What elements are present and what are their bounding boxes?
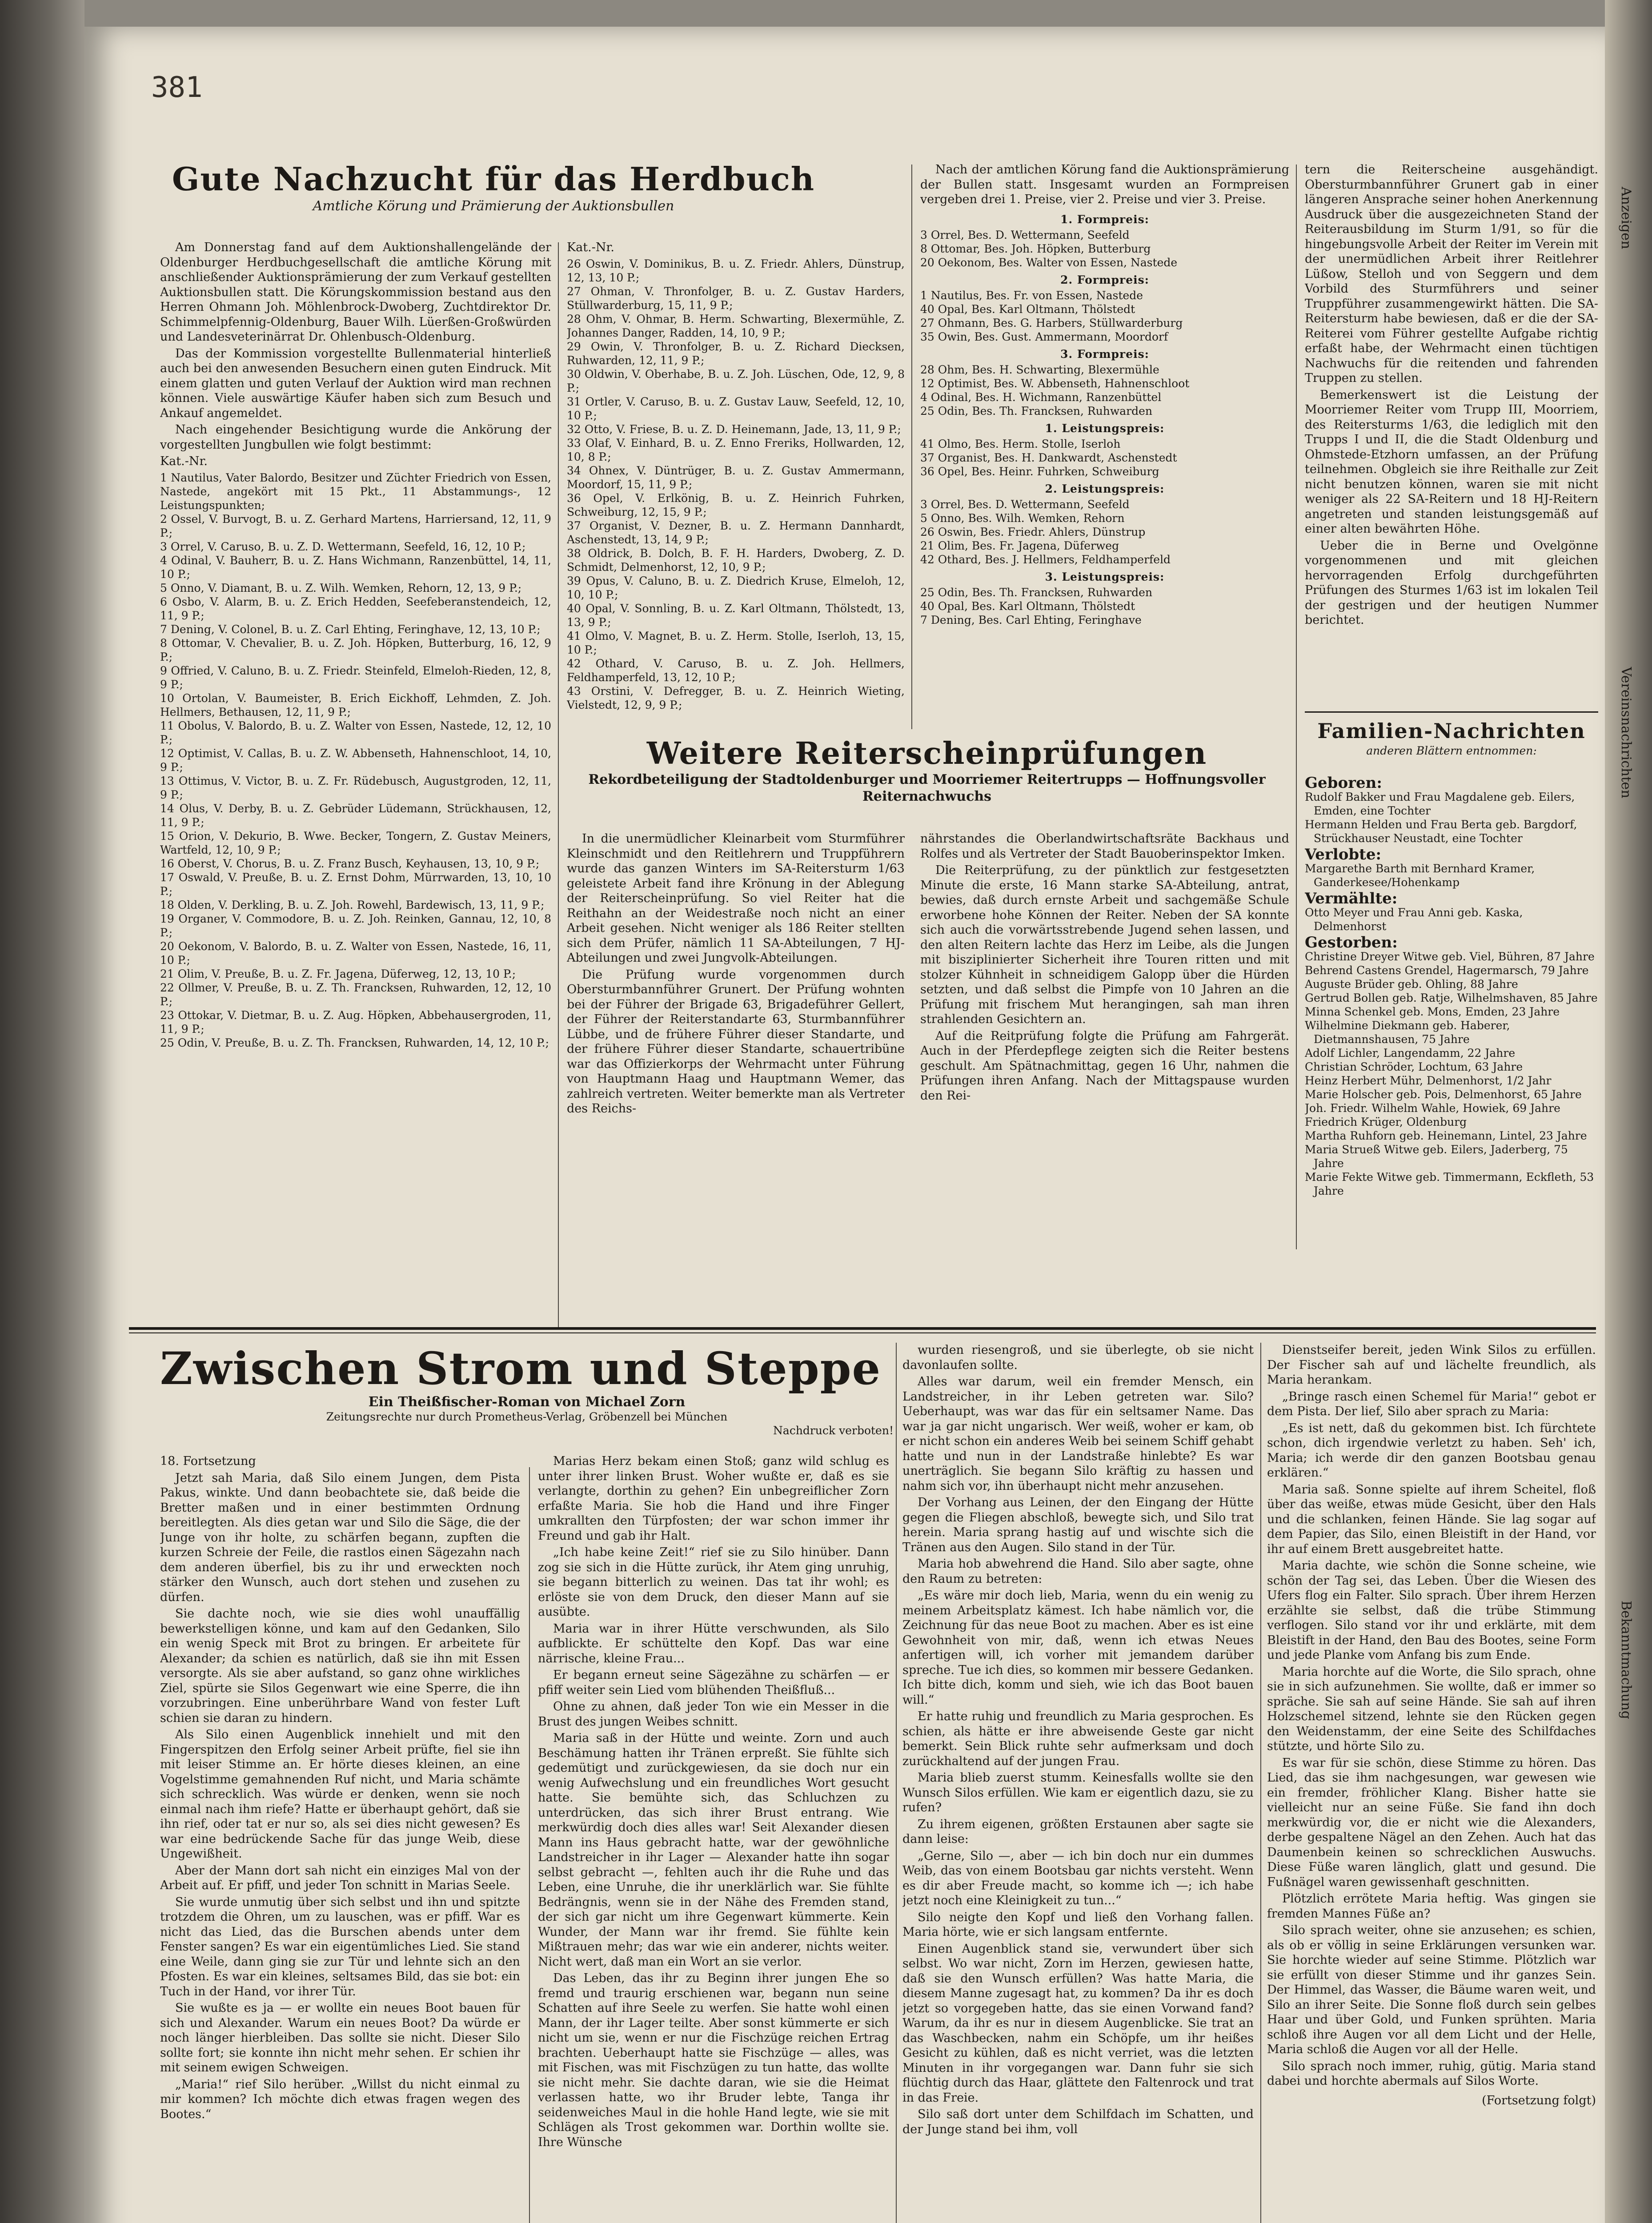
prize-entry: 26 Oswin, Bes. Friedr. Ahlers, Dünstrup xyxy=(920,525,1146,538)
family-notice: Marie Fekte Witwe geb. Timmermann, Eckfleth, 53 Jahre xyxy=(1305,1171,1594,1197)
paragraph: Auf die Reitprüfung folgte die Prüfung am Fahrgerät. Auch in der Pferdepflege zeigten sich die Reiter bestens geschult. Am Spätnachmittag, gegen 16 Uhr, nahmen die Prüfungen ihren Anfang. Nach der Mittagspause wurden den Rei- xyxy=(920,1029,1289,1103)
paragraph: Marias Herz bekam einen Stoß; ganz wild schlug es unter ihrer linken Brust. Woher wußte er, daß es sie verlangte, dorthin zu gehen? Ein unbegreiflicher Zorn erfaßte Maria. Sie hob die Hand und ihre Finger umkrallten den Türpfosten; der war schon immer ihr Freund und gab ihr Halt. xyxy=(538,1454,889,1543)
novel-column-1-body xyxy=(160,1471,520,2122)
bull-entry: 27 Ohman, V. Thronfolger, B. u. Z. Gustav Harders, Stüllwarderburg, 15, 11, 9 P.; xyxy=(567,285,905,312)
paragraph: Die Reiterprüfung, zu der pünktlich zur festgesetzten Minute die erste, 16 Mann starke SA-Abteilung, antrat, bewies, daß durch ernste Arbeit und sachgemäße Schule erworbene hohe Können der Reiter. Neben der SA konnte sich auch die vorwärtsstrebende Jugend sehen lassen, und den alten Reitern lachte das Herz im Leibe, als die Jungen mit bisziplinierter Sicherheit ihre Touren ritten und mit stolzer Kühnheit in schneidigem Galopp über die Hürden setzten, und daß selbst die Pimpfe von 10 Jahren an die Prüfung mit frischem Mut herangingen, sah man ihren strahlenden Gesichtern an. xyxy=(920,863,1289,1026)
prize-entry: 42 Othard, Bes. J. Hellmers, Feldhamperfeld xyxy=(920,553,1171,566)
novel-column-3 xyxy=(902,1343,1254,2223)
article1-title: Gute Nachzucht für das Herdbuch xyxy=(172,160,815,198)
family-notice: Heinz Herbert Mühr, Delmenhorst, 1/2 Jahr xyxy=(1305,1074,1552,1087)
bull-entry: 15 Orion, V. Dekurio, B. Wwe. Becker, Tongern, Z. Gustav Meiners, Wartfeld, 12, 10, 9 P.; xyxy=(160,829,551,856)
bull-entry: 28 Ohm, V. Ohmar, B. Herm. Schwarting, Blexermühle, Z. Johannes Danger, Radden, 14, 10, 9 P.; xyxy=(567,312,905,339)
column-divider xyxy=(896,1343,897,2223)
paragraph: Er hatte ruhig und freundlich zu Maria gesprochen. Es schien, als hätte er ihre abweisende Geste gar nicht bemerkt. Sein Blick ruhte sehr aufmerksam und doch zurückhaltend auf der jungen Frau. xyxy=(902,1709,1254,1768)
novel-subtitle: Ein Theißfischer-Roman von Michael Zorn xyxy=(368,1394,686,1410)
bull-entry: 42 Othard, V. Caruso, B. u. Z. Joh. Hellmers, Feldhamperfeld, 13, 12, 10 P.; xyxy=(567,657,905,684)
bull-entry: 3 Orrel, V. Caruso, B. u. Z. D. Wettermann, Seefeld, 16, 12, 10 P.; xyxy=(160,540,526,553)
prize-entry: 36 Opel, Bes. Heinr. Fuhrken, Schweiburg xyxy=(920,465,1159,478)
family-notice: Rudolf Bakker und Frau Magdalene geb. Eilers, Emden, eine Tochter xyxy=(1305,790,1575,817)
prize-entry: 3 Orrel, Bes. D. Wettermann, Seefeld xyxy=(920,498,1130,511)
prize-entry: 27 Ohmann, Bes. G. Harbers, Stüllwarderburg xyxy=(920,316,1183,329)
bull-entry: 41 Olmo, V. Magnet, B. u. Z. Herm. Stolle, Iserloh, 13, 15, 10 P.; xyxy=(567,629,905,656)
paragraph: Dienstseifer bereit, jeden Wink Silos zu erfüllen. Der Fischer sah auf und lächelte freundlich, als Maria herankam. xyxy=(1267,1343,1596,1387)
prize-entry: 5 Onno, Bes. Wilh. Wemken, Rehorn xyxy=(920,511,1125,525)
article2-column-2 xyxy=(920,831,1289,1320)
novel-column-1 xyxy=(160,1454,520,2223)
family-notice: Joh. Friedr. Wilhelm Wahle, Howiek, 69 Jahre xyxy=(1305,1102,1560,1115)
paragraph: Sie dachte noch, wie sie dies wohl unauffällig bewerkstelligen könne, und kam auf den Gedanken, Silo ein wenig Speck mit Brot zu bringen. Er arbeitete für Alexander; da schien es natürlich, daß sie ihn mit Essen versorgte. Als sie aber aufstand, so ganz ohne wirkliches Ziel, spürte sie Silos Gegenwart wie eine Sperre, die ihn vorzubringen. Eine unberührbare Wand von fester Luft schien sie daran zu hindern. xyxy=(160,1607,520,1725)
paragraph: Maria saß. Sonne spielte auf ihrem Scheitel, floß über das weiße, etwas müde Gesicht, über den Hals und die schlanken, feinen Hände. Sie lag sogar auf dem Papier, das Silo, einen Bleistift in der Hand, vor ihr auf einem Brett ausgebreitet hatte. xyxy=(1267,1482,1596,1556)
paragraph: Am Donnerstag fand auf dem Auktionshallengelände der Oldenburger Herdbuchgesellschaft die amtliche Körung mit anschließender Auktionsprämierung der zum Verkauf gestellten Auktionsbullen statt. Die Körungskommission bestand aus den Herren Ohmann Joh. Möhlenbrock-Dwoberg, Zuchtdirektor Dr. Schimmelpfennig-Oldenburg, Bauer Wilh. Lüerßen-Großwürden und Landesveterinärrat Dr. Ohlenbusch-Oldenburg. xyxy=(160,241,551,344)
bull-entry: 40 Opal, V. Sonnling, B. u. Z. Karl Oltmann, Thölstedt, 13, 13, 9 P.; xyxy=(567,602,905,629)
bull-entry: 23 Ottokar, V. Dietmar, B. u. Z. Aug. Höpken, Abbehausergroden, 11, 11, 9 P.; xyxy=(160,1008,551,1035)
family-notice: Adolf Lichler, Langendamm, 22 Jahre xyxy=(1305,1047,1516,1059)
article1-column-mid xyxy=(567,240,905,729)
family-notice: Friedrich Krüger, Oldenburg xyxy=(1305,1116,1467,1128)
article1-subtitle: Amtliche Körung und Prämierung der Auktionsbullen xyxy=(313,198,674,214)
prize-heading: 1. Leistungspreis: xyxy=(1045,421,1165,435)
bull-entry: 8 Ottomar, V. Chevalier, B. u. Z. Joh. Höpken, Butterburg, 16, 12, 9 P.; xyxy=(160,636,551,663)
prize-list xyxy=(920,209,1289,627)
bull-entry: 17 Oswald, V. Preuße, B. u. Z. Ernst Dohm, Mürrwarden, 13, 10, 10 P.; xyxy=(160,871,551,898)
prize-intro: Nach der amtlichen Körung fand die Auktionsprämierung der Bullen statt. Insgesamt wurden an Formpreisen vergeben drei 1. Preise, vier 2. Preise und vier 3. Preise. xyxy=(920,163,1289,206)
family-notice: Marie Holscher geb. Pois, Delmenhorst, 65 Jahre xyxy=(1305,1088,1582,1101)
column-divider xyxy=(1260,1343,1261,2223)
paragraph: „Es ist nett, daß du gekommen bist. Ich fürchtete schon, dich irgendwie verletzt zu haben. Seh' ich, Maria; ich werde dir den ganzen Bootsbau genau erklären.“ xyxy=(1267,1421,1596,1480)
article1-column-left xyxy=(160,240,551,1334)
paragraph: „Ich habe keine Zeit!“ rief sie zu Silo hinüber. Dann zog sie sich in die Hütte zurück, ihr Atem ging unruhig, sie begann bitterlich zu weinen. Das tat ihr wohl; es erlöste sie von dem Druck, den dieser Mann auf sie ausübte. xyxy=(538,1545,889,1619)
paragraph: Maria blieb zuerst stumm. Keinesfalls wollte sie den Wunsch Silos erfüllen. Wie kam er eigentlich dazu, sie zu rufen? xyxy=(902,1771,1254,1814)
bull-entry: 7 Dening, V. Colonel, B. u. Z. Carl Ehting, Feringhave, 12, 13, 10 P.; xyxy=(160,622,541,636)
paragraph: Maria horchte auf die Worte, die Silo sprach, ohne sie in sich aufzunehmen. Sie wollte, daß er immer so spräche. Sie sah auf seine Hände. Sie sah auf ihren Holzschemel sitzend, lehnte sie den Rücken gegen den Weidenstamm, der eine Seite des Schilfdaches stützte, und hörte Silo zu. xyxy=(1267,1665,1596,1753)
paragraph: Die Prüfung wurde vorgenommen durch Obersturmbannführer Grunert. Der Prüfung wohnten bei der Führer der Brigade 63, Brigadeführer Gellert, der Führer der Reiterstandarte 63, Sturmbannführer Lübbe, und de frühere Führer dieser Standarte, und der frühere Führer dieser Standarte, schauertribüne war das Offizierkorps der Wehrmacht unter Führung von Hauptmann Haag und Hauptmann Wemer, das zahlreich vertreten. Weiter bemerkte man als Vertreter des Reichs- xyxy=(567,967,905,1116)
family-notice: Hermann Helden und Frau Berta geb. Bargdorf, Strückhauser Neustadt, eine Tochter xyxy=(1305,818,1577,845)
bull-entry: 9 Offried, V. Caluno, B. u. Z. Friedr. Steinfeld, Elmeloh-Rieden, 12, 8, 9 P.; xyxy=(160,664,551,691)
paragraph: Nach eingehender Besichtigung wurde die Ankörung der vorgestellten Jungbullen wie folgt bestimmt: xyxy=(160,423,551,452)
novel-column-2 xyxy=(538,1454,889,2223)
paragraph: Zu ihrem eigenen, größten Erstaunen aber sagte sie dann leise: xyxy=(902,1817,1254,1846)
family-notice: Wilhelmine Diekmann geb. Haberer, Dietmannshausen, 75 Jahre xyxy=(1305,1019,1510,1046)
prize-entry: 40 Opal, Bes. Karl Oltmann, Thölstedt xyxy=(920,302,1135,316)
next-page-edge xyxy=(1605,0,1652,2223)
prize-entry: 37 Organist, Bes. H. Dankwardt, Aschenstedt xyxy=(920,451,1177,464)
novel-rights: Zeitungsrechte nur durch Prometheus-Verlag, Gröbenzell bei München xyxy=(326,1410,728,1423)
bull-entry: 39 Opus, V. Caluno, B. u. Z. Diedrich Kruse, Elmeloh, 12, 10, 10 P.; xyxy=(567,574,905,601)
bull-entry: 10 Ortolan, V. Baumeister, B. Erich Eickhoff, Lehmden, Z. Joh. Hellmers, Bethausen, 12, 11, 9 P.; xyxy=(160,691,551,718)
family-notice: Christine Dreyer Witwe geb. Viel, Bühren, 87 Jahre xyxy=(1305,950,1595,963)
bull-entry: 22 Ollmer, V. Preuße, B. u. Z. Th. Francksen, Ruhwarden, 12, 12, 10 P.; xyxy=(160,981,551,1008)
bull-entry: 1 Nautilus, Vater Balordo, Besitzer und Züchter Friedrich von Essen, Nastede, angekört mit 15 Pkt., 11 Abstammungs-, 12 Leistungspunkten; xyxy=(160,471,551,512)
prize-entry: 41 Olmo, Bes. Herm. Stolle, Iserloh xyxy=(920,437,1121,450)
koerung-list-left xyxy=(160,471,551,1050)
article2-title: Weitere Reiterscheinprüfungen xyxy=(646,736,1207,771)
prize-entry: 1 Nautilus, Bes. Fr. von Essen, Nastede xyxy=(920,289,1143,302)
bull-entry: 5 Onno, V. Diamant, B. u. Z. Wilh. Wemken, Rehorn, 12, 13, 9 P.; xyxy=(160,581,522,594)
koerung-list-mid xyxy=(567,257,905,712)
bull-entry: 31 Ortler, V. Caruso, B. u. Z. Gustav Lauw, Seefeld, 12, 10, 10 P.; xyxy=(567,395,905,422)
bull-entry: 20 Oekonom, V. Balordo, B. u. Z. Walter von Essen, Nastede, 16, 11, 10 P.; xyxy=(160,939,551,967)
paragraph: Das der Kommission vorgestellte Bullenmaterial hinterließ auch bei den anwesenden Besuchern einen guten Eindruck. Mit einem glatten und guten Verlauf der Auktion wird man rechnen können. Viele auswärtige Käufer haben sich zum Besuch und Ankauf angemeldet. xyxy=(160,346,551,420)
family-notice: Christian Schröder, Lochtum, 63 Jahre xyxy=(1305,1060,1523,1073)
paragraph: Maria hob abwehrend die Hand. Silo aber sagte, ohne den Raum zu betreten: xyxy=(902,1557,1254,1586)
installment-label: 18. Fortsetzung xyxy=(160,1454,256,1468)
family-notice: Margarethe Barth mit Bernhard Kramer, Ganderkesee/Hohenkamp xyxy=(1305,862,1535,889)
prize-heading: 3. Formpreis: xyxy=(1060,347,1149,361)
page-separator xyxy=(129,1327,1596,1330)
paragraph: Sie wurde unmutig über sich selbst und ihn und spitzte trotzdem die Ohren, um zu lauschen, was er pfiff. War es nicht das Lied, das die Burschen abends unter dem Fenster sangen? Es war ein eigentümliches Lied. Sie stand eine Weile, dann ging sie zur Tür und lehnte sich an den Pfosten. Es war ein kleines, seltsames Bild, das sie bot: ein Tuch in der Hand, vor ihrer Tür. xyxy=(160,1895,520,1998)
column-divider xyxy=(558,242,559,1327)
prize-heading: 3. Leistungspreis: xyxy=(1045,570,1165,583)
bull-entry: 2 Ossel, V. Burvogt, B. u. Z. Gerhard Martens, Harriersand, 12, 11, 9 P.; xyxy=(160,512,551,539)
article-right-column xyxy=(1305,162,1598,700)
article2-subtitle: Rekordbeteiligung der Stadtoldenburger und Moorriemer Reitertrupps — Hoffnungsvoller Reiternachwuchs xyxy=(588,772,1266,804)
bull-entry: 12 Optimist, V. Callas, B. u. Z. W. Abbenseth, Hahnenschloot, 14, 10, 9 P.; xyxy=(160,746,551,774)
family-notice: Maria Strueß Witwe geb. Eilers, Jaderberg, 75 Jahre xyxy=(1305,1143,1568,1170)
prize-entry: 20 Oekonom, Bes. Walter von Essen, Nastede xyxy=(920,256,1178,269)
prize-entry: 35 Owin, Bes. Gust. Ammermann, Moordorf xyxy=(920,330,1168,343)
family-notice: Minna Schenkel geb. Mons, Emden, 23 Jahre xyxy=(1305,1005,1560,1018)
bull-entry: 16 Oberst, V. Chorus, B. u. Z. Franz Busch, Keyhausen, 13, 10, 9 P.; xyxy=(160,857,540,870)
bull-entry: 19 Organer, V. Commodore, B. u. Z. Joh. Reinken, Gannau, 12, 10, 8 P.; xyxy=(160,912,551,939)
bull-entry: 4 Odinal, V. Bauherr, B. u. Z. Hans Wichmann, Ranzenbüttel, 14, 11, 10 P.; xyxy=(160,554,551,581)
continued-note: (Fortsetzung folgt) xyxy=(1482,2093,1596,2107)
prize-entry: 25 Odin, Bes. Th. Francksen, Ruhwarden xyxy=(920,586,1153,599)
column-divider xyxy=(529,1467,530,2223)
prize-heading: 2. Leistungspreis: xyxy=(1045,482,1165,495)
paragraph: Silo sprach noch immer, ruhig, gütig. Maria stand dabei und horchte abermals auf Silos Worte. xyxy=(1267,2059,1596,2088)
bull-entry: 14 Olus, V. Derby, B. u. Z. Gebrüder Lüdemann, Strückhausen, 12, 11, 9 P.; xyxy=(160,802,551,829)
paragraph: In die unermüdlicher Kleinarbeit vom Sturmführer Kleinschmidt und den Reitlehrern und Truppführern wurde das ganzen Winters im SA-Reitersturm 1/63 geleistete Arbeit fand ihre Krönung in der Ablegung der Reiterscheinprüfung. So viel Reiter hat die Reithahn an der Weidestraße noch nicht an einer Arbeit gesehen. Nicht weniger als 186 Reiter stellten sich dem Prüfer, nämlich 11 SA-Abteilungen, 7 HJ-Abteilungen und zwei Jungvolk-Abteilungen. xyxy=(567,832,905,965)
family-notices xyxy=(1305,774,1598,1254)
bull-entry: 34 Ohnex, V. Düntrüger, B. u. Z. Gustav Ammermann, Moordorf, 15, 11, 9 P.; xyxy=(567,464,905,491)
book-binding xyxy=(0,0,84,2223)
prize-entry: 7 Dening, Bes. Carl Ehting, Feringhave xyxy=(920,613,1142,626)
paragraph: nährstandes die Oberlandwirtschaftsräte Backhaus und Rolfes und als Vertreter der Stadt Bauoberinspektor Imken. xyxy=(920,832,1289,861)
prize-entry: 3 Orrel, Bes. D. Wettermann, Seefeld xyxy=(920,228,1130,241)
column-divider xyxy=(1296,165,1297,1249)
katnr-label: Kat.-Nr. xyxy=(567,241,614,254)
bull-entry: 30 Oldwin, V. Oberhabe, B. u. Z. Joh. Lüschen, Ode, 12, 9, 8 P.; xyxy=(567,367,905,394)
paragraph: Als Silo einen Augenblick innehielt und mit den Fingerspitzen den Erfolg seiner Arbeit prüfte, fiel sie ihn mit leiser Stimme an. Er hörte dieses kleinen, an eine Vogelstimme gemahnenden Ruf nicht, und Maria schämte sich schrecklich. Was würde er denken, wenn sie noch einmal nach ihm riefe? Hatte er überhaupt gehört, daß sie ihn rief, oder tat er nur so, als sei dies nicht gewesen? Es war eine bedrückende Sache für das junge Weib, diese Ungewißheit. xyxy=(160,1728,520,1861)
paragraph: Alles war darum, weil ein fremder Mensch, ein Landstreicher, in ihr Leben getreten war. Silo? Ueberhaupt, was war das für ein seltsamer Name. Das war ja gar nicht ungarisch. Wer weiß, woher er kam, ob er nicht schon ein anderes Weib bei seinem Schiff gehabt hatte und nun in der Landstraße hinlebte? Es war unerträglich. Sie begann Silo kräftig zu hassen und nahm sich vor, ihn überhaupt nicht mehr anzusehen. xyxy=(902,1375,1254,1493)
novel-column-4 xyxy=(1267,1343,1596,2223)
bull-entry: 43 Orstini, V. Defregger, B. u. Z. Heinrich Wieting, Vielstedt, 12, 9, 9 P.; xyxy=(567,684,905,711)
family-section-heading: Gestorben: xyxy=(1305,934,1398,951)
family-notice: Martha Ruhforn geb. Heinemann, Lintel, 23 Jahre xyxy=(1305,1129,1587,1142)
family-title: Familien-Nachrichten xyxy=(1317,719,1586,743)
paragraph: Es war für sie schön, diese Stimme zu hören. Das Lied, das sie ihm nachgesungen, war gewesen wie ein fremder, fröhlicher Klang. Bisher hatte sie vielleicht nur an seine Füße. Sie fand ihn doch merkwürdig vor, die er nicht wie die Alexanders, derbe gespaltene Nägel an den Zehen. Auch hat das Daumenbein keinen so schrecklichen Auswuchs. Diese Füße waren länglich, glatt und gesund. Die Fußnägel waren gewissenhaft geschnitten. xyxy=(1267,1756,1596,1889)
article1-prizes xyxy=(920,162,1289,731)
bull-entry: 37 Organist, V. Dezner, B. u. Z. Hermann Dannhardt, Aschenstedt, 13, 14, 9 P.; xyxy=(567,519,905,546)
paragraph: Plötzlich errötete Maria heftig. Was gingen sie fremden Mannes Füße an? xyxy=(1267,1892,1596,1921)
paragraph: Ohne zu ahnen, daß jeder Ton wie ein Messer in die Brust des jungen Weibes schnitt. xyxy=(538,1700,889,1729)
bull-entry: 21 Olim, V. Preuße, B. u. Z. Fr. Jagena, Düferweg, 12, 13, 10 P.; xyxy=(160,967,516,980)
katnr-label: Kat.-Nr. xyxy=(160,454,208,468)
prize-heading: 1. Formpreis: xyxy=(1060,213,1149,226)
bull-entry: 18 Olden, V. Derkling, B. u. Z. Joh. Rowehl, Bardewisch, 13, 11, 9 P.; xyxy=(160,898,545,911)
bull-entry: 32 Otto, V. Friese, B. u. Z. D. Heinemann, Jade, 13, 11, 9 P.; xyxy=(567,422,901,436)
novel-title: Zwischen Strom und Steppe xyxy=(160,1342,882,1395)
bull-entry: 33 Olaf, V. Einhard, B. u. Z. Enno Freriks, Hollwarden, 12, 10, 8 P.; xyxy=(567,436,905,463)
paragraph: Silo sprach weiter, ohne sie anzusehen; es schien, als ob er völlig in seine Erklärungen versunken war. Sie horchte wieder auf seine Stimme. Plötzlich war sie erfüllt von dieser Stimme und ihr ganzes Sein. Der Himmel, das Wasser, die Bäume waren weit, und Silo an ihrer Seite. Die Sonne floß durch sein gelbes Haar und über Gold, und Funken sprühten. Maria schloß ihre Augen vor all dem Licht und der Helle, Maria schloß die Augen vor all der Helle. xyxy=(1267,1923,1596,2056)
paragraph: Das Leben, das ihr zu Beginn ihrer jungen Ehe so fremd und traurig erschienen war, begann nun seine Schatten auf ihre Seele zu werfen. Sie hatte wohl einen Mann, der ihr Lager teilte. Aber sonst kümmerte er sich nicht um sie, wenn er nur die Fischzüge reichen Ertrag brachten. Ueberhaupt hatte sie Fischzüge — alles, was mit Fischen, was mit Fischzügen zu tun hatte, das wollte sie nicht mehr. Sie dachte daran, wie sie die Heimat verlassen hatte, wo ihr Bruder lebte, Tanga ihr seidenweiches Maul in die hohle Hand legte, wie sie mit Schlägen als Trost gekommen war. Dorthin wollte sie. Ihre Wünsche xyxy=(538,1971,889,2149)
paragraph: Silo neigte den Kopf und ließ den Vorhang fallen. Maria hörte, wie er sich langsam entfernte. xyxy=(902,1910,1254,1939)
paragraph: Maria war in ihrer Hütte verschwunden, als Silo aufblickte. Er schüttelte den Kopf. Das war eine närrische, kleine Frau... xyxy=(538,1621,889,1665)
bull-entry: 25 Odin, V. Preuße, B. u. Z. Th. Francksen, Ruhwarden, 14, 12, 10 P.; xyxy=(160,1036,549,1049)
paragraph: „Maria!“ rief Silo herüber. „Willst du nicht einmal zu mir kommen? Ich möchte dich etwas fragen wegen des Bootes.“ xyxy=(160,2077,520,2121)
paragraph: tern die Reiterscheine ausgehändigt. Obersturmbannführer Grunert gab in einer längeren Ansprache seiner hohen Anerkennung Ausdruck über die ausgezeichneten Stand der Reiterausbildung im Sturm 1/91, so für die hingebungsvolle Arbeit der Reiter im Verein mit der unermüdlichen Arbeit ihrer Reitlehrer Lüßow, Stelloh und von Seggern und dem Vorbild des Sturmführers und seiner Truppführer zusammengewirkt hätten. Die SA-Reitersturm habe bewiesen, daß er die der SA-Reiterei vom Führer gestellte Aufgabe richtig erfaßt habe, der Wehrmacht einen tüchtigen Nachwuchs für die reitenden und fahrenden Truppen zu stellen. xyxy=(1305,163,1598,385)
section-rule xyxy=(1305,711,1598,713)
bull-entry: 38 Oldrick, B. Dolch, B. F. H. Harders, Dwoberg, Z. D. Schmidt, Delmenhorst, 12, 10, 9 P.; xyxy=(567,546,905,574)
article2-column-1 xyxy=(567,831,905,1320)
paragraph: Maria saß in der Hütte und weinte. Zorn und auch Beschämung hatten ihr Tränen erpreßt. Sie fühlte sich gedemütigt und zurückgewiesen, da sie doch nur ein wenig Aufwechslung und ein freundliches Wort gesucht hatte. Sie bemühte sich, das Schluchzen zu unterdrücken, das sich ihrer Brust entrang. Wie merkwürdig doch dies alles war! Seit Alexander diesen Mann ins Haus gebracht hatte, war der gewöhnliche Landstreicher in ihr Lager — Alexander hatte ihn sogar selbst gebracht —, fehlten auch ihr die Ruhe und das Leben, eine Unruhe, die ihr unerklärlich war. Sie fühlte Bedrängnis, wenn sie in der Nähe des Fremden stand, der sich gar nicht um ihre Gegenwart kümmerte. Kein Wunder, der Mann war ihr fremd. Sie fühlte kein Mißtrauen mehr; das war wie ein anderer, nichts weiter. Nicht wert, daß man ein Wort an sie verlor. xyxy=(538,1731,889,1969)
prize-entry: 40 Opal, Bes. Karl Oltmann, Thölstedt xyxy=(920,599,1135,613)
paragraph: wurden riesengroß, und sie überlegte, ob sie nicht davonlaufen sollte. xyxy=(902,1343,1254,1372)
prize-entry: 28 Ohm, Bes. H. Schwarting, Blexermühle xyxy=(920,363,1159,376)
bull-entry: 29 Owin, V. Thronfolger, B. u. Z. Richard Diecksen, Ruhwarden, 12, 11, 9 P.; xyxy=(567,340,905,367)
novel-reprint-notice: Nachdruck verboten! xyxy=(773,1424,894,1437)
family-notice: Behrend Castens Grendel, Hagermarsch, 79 Jahre xyxy=(1305,964,1589,977)
paragraph: Bemerkenswert ist die Leistung der Moorriemer Reiter vom Trupp III, Moorriem, des Reitersturms 1/63, die lediglich mit den Trupps I und II, die die Stadt Oldenburg und Ohmstede-Etzhorn umfassen, an der Prüfung teilnehmen. Obgleich sie ihre Reithalle zur Zeit nicht benutzen können, waren sie mit nicht weniger als 22 SA-Reitern und 18 HJ-Reitern angetreten und standen leistungsgemäß auf einer alten bewährten Höhe. xyxy=(1305,388,1598,536)
page-separator-thin xyxy=(129,1332,1596,1333)
paragraph: Silo saß dort unter dem Schilfdach im Schatten, und der Junge stand bei ihm, voll xyxy=(902,2107,1254,2136)
paragraph: Jetzt sah Maria, daß Silo einem Jungen, dem Pista Pakus, winkte. Und dann beobachtete sie, daß beide die Bretter maßen und in einer bestimmten Ordnung bereitlegten. Als dies getan war und Silo die Säge, die der Junge von ihr holte, zu schärfen begann, zupften die kurzen Schreie der Feile, die rastlos einen Sägezahn nach dem anderen überfiel, bis zu ihr und erweckten noch stärker den Wunsch, auch dort stehen und zusehen zu dürfen. xyxy=(160,1471,520,1604)
paragraph: Aber der Mann dort sah nicht ein einziges Mal von der Arbeit auf. Er pfiff, und jeder Ton schnitt in Marias Seele. xyxy=(160,1863,520,1892)
prize-entry: 12 Optimist, Bes. W. Abbenseth, Hahnenschloot xyxy=(920,377,1190,390)
paragraph: Sie wußte es ja — er wollte ein neues Boot bauen für sich und Alexander. Warum ein neues Boot? Da würde er noch länger hierbleiben. Das sollte sie nicht. Dieser Silo sollte fort; sie konnte ihn nicht mehr sehen. Er schien ihr mit seinem ewigen Schweigen. xyxy=(160,2001,520,2075)
paragraph: Maria dachte, wie schön die Sonne scheine, wie schön der Tag sei, das Leben. Über die Wiesen des Ufers flog ein Falter. Silo sprach. Über ihrem Herzen erzählte sie selbst, daß die trübe Stimmung verflogen. Silo stand vor ihr und erklärte, mit dem Bleistift in der Hand, den Bau des Bootes, seine Form und jede Planke vom Anfang bis zum Ende. xyxy=(1267,1559,1596,1662)
family-section-heading: Vermählte: xyxy=(1305,890,1398,907)
paragraph: „Gerne, Silo —, aber — ich bin doch nur ein dummes Weib, das von einem Bootsbau gar nichts versteht. Wenn es dir aber Freude macht, so komme ich —; ich habe jetzt noch eine Kleinigkeit zu tun...“ xyxy=(902,1849,1254,1907)
edge-word: Anzeigen xyxy=(1618,187,1634,249)
prize-entry: 8 Ottomar, Bes. Joh. Höpken, Butterburg xyxy=(920,242,1151,255)
family-notice: Gertrud Bollen geb. Ratje, Wilhelmshaven, 85 Jahre xyxy=(1305,991,1598,1004)
column-divider xyxy=(911,165,912,729)
paragraph: Einen Augenblick stand sie, verwundert über sich selbst. Wo war nicht, Zorn im Herzen, gewiesen hatte, daß sie den Wunsch erfüllen? Was hatte Maria, die diesem Manne zugesagt hat, zu kommen? Da ihr es doch jetzt so vorgegeben hatte, das sie einen Vorwand fand? Warum, da ihr es nur in diesem Augenblicke. Sie trat an das Waschbecken, nahm ein Schöpfe, um ihr heißes Gesicht zu kühlen, daß es nicht verriet, was die letzten Minuten in ihr vorgegangen war. Dann fuhr sie sich flüchtig durch das Haar, glättete den Faltenrock und trat in das Freie. xyxy=(902,1942,1254,2105)
family-notice: Auguste Brüder geb. Ohling, 88 Jahre xyxy=(1305,978,1518,991)
bull-entry: 36 Opel, V. Erlkönig, B. u. Z. Heinrich Fuhrken, Schweiburg, 12, 15, 9 P.; xyxy=(567,491,905,518)
bull-entry: 6 Osbo, V. Alarm, B. u. Z. Erich Hedden, Seefeberanstendeich, 12, 11, 9 P.; xyxy=(160,595,551,622)
bull-entry: 11 Obolus, V. Balordo, B. u. Z. Walter von Essen, Nastede, 12, 12, 10 P.; xyxy=(160,719,551,746)
paragraph: Er begann erneut seine Sägezähne zu schärfen — er pfiff weiter sein Lied vom blühenden Theißfluß... xyxy=(538,1668,889,1697)
prize-heading: 2. Formpreis: xyxy=(1060,273,1149,286)
paragraph: „Bringe rasch einen Schemel für Maria!“ gebot er dem Pista. Der lief, Silo aber sprach zu Maria: xyxy=(1267,1389,1596,1418)
prize-entry: 25 Odin, Bes. Th. Francksen, Ruhwarden xyxy=(920,404,1153,417)
family-section-heading: Verlobte: xyxy=(1305,846,1382,863)
bull-entry: 26 Oswin, V. Dominikus, B. u. Z. Friedr. Ahlers, Dünstrup, 12, 13, 10 P.; xyxy=(567,257,905,284)
family-subtitle: anderen Blättern entnommen: xyxy=(1366,744,1537,757)
novel-column-4-body xyxy=(1267,1343,1596,2089)
family-notice: Otto Meyer und Frau Anni geb. Kaska, Delmenhorst xyxy=(1305,906,1523,933)
edge-word: Bekanntmachung xyxy=(1618,1601,1634,1719)
paragraph: Der Vorhang aus Leinen, der den Eingang der Hütte gegen die Fliegen abschloß, bewegte sich, und Silo trat herein. Maria sprang hastig auf und wischte sich die Tränen aus den Augen. Silo stand in der Tür. xyxy=(902,1496,1254,1554)
bull-entry: 13 Ottimus, V. Victor, B. u. Z. Fr. Rüdebusch, Augustgroden, 12, 11, 9 P.; xyxy=(160,774,551,801)
prize-entry: 4 Odinal, Bes. H. Wichmann, Ranzenbüttel xyxy=(920,390,1162,404)
edge-word: Vereinsnachrichten xyxy=(1618,667,1634,799)
family-section-heading: Geboren: xyxy=(1305,774,1382,792)
prize-entry: 21 Olim, Bes. Fr. Jagena, Düferweg xyxy=(920,539,1119,552)
paragraph: Ueber die in Berne und Ovelgönne vorgenommenen und mit gleichen hervorragenden Erfolg durchgeführten Prüfungen des Sturmes 1/63 ist im lokalen Teil der gestrigen und der heutigen Nummer berichtet. xyxy=(1305,538,1598,627)
paragraph: „Es wäre mir doch lieb, Maria, wenn du ein wenig zu meinem Arbeitsplatz kämest. Ich habe nämlich vor, die Zeichnung für das neue Boot zu machen. Aber es ist eine Gewohnheit von mir, daß, wenn ich etwas Neues anfertigen will, ich vorher mit jemandem darüber spreche. Tue ich dies, so kommen mir bessere Gedanken. Ich bitte dich, komm und sieh, wie ich das Boot bauen will.“ xyxy=(902,1589,1254,1707)
page-number: 381 xyxy=(151,71,203,104)
